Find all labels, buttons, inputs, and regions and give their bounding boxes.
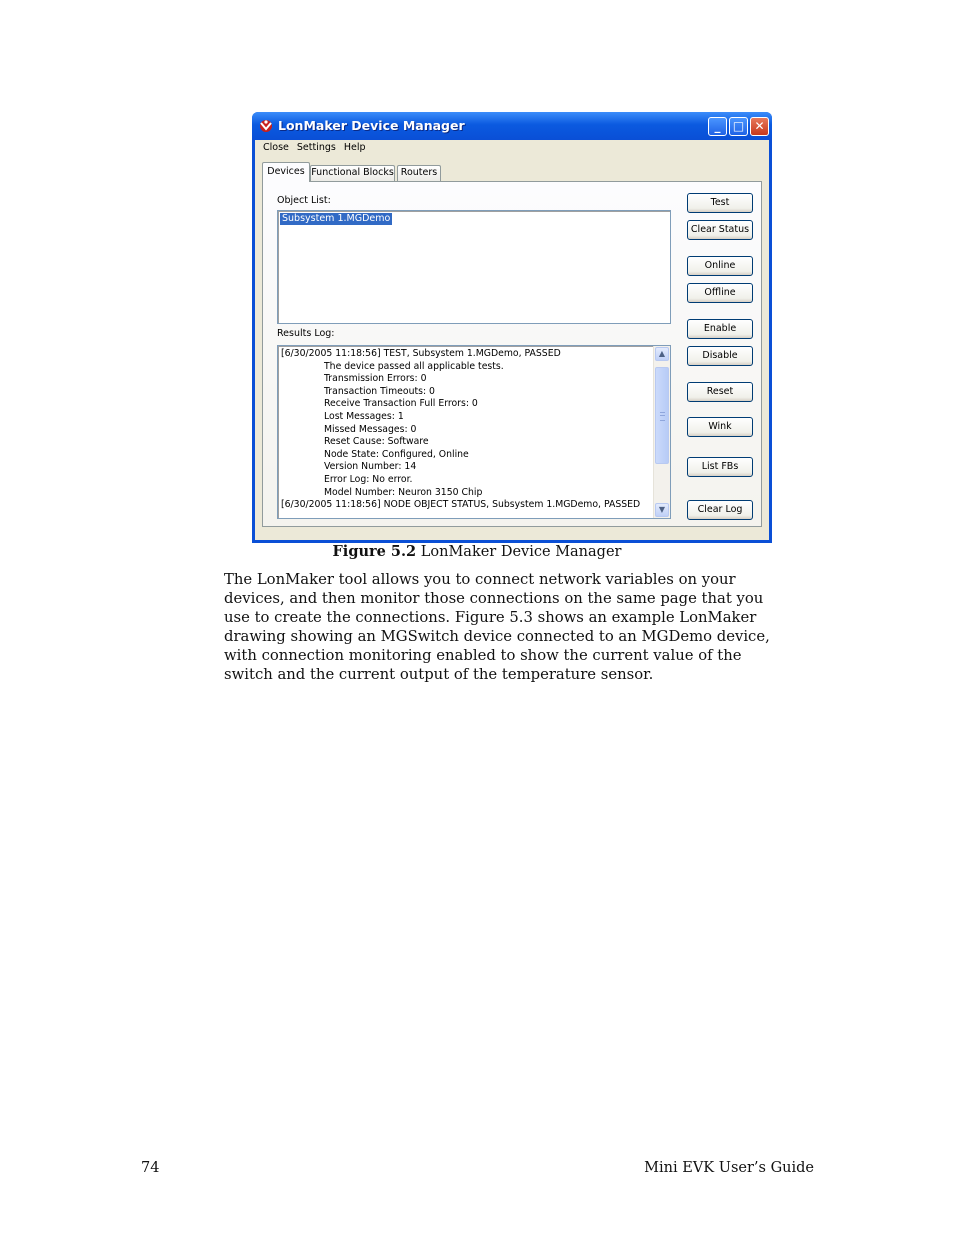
scroll-thumb[interactable] — [655, 367, 669, 464]
object-list-label: Object List: — [277, 195, 331, 206]
log-line: Reset Cause: Software — [324, 436, 429, 448]
log-line: Transmission Errors: 0 — [324, 373, 427, 385]
caption-text: LonMaker Device Manager — [416, 544, 622, 560]
object-list[interactable] — [277, 210, 671, 324]
maximize-icon[interactable]: □ — [729, 117, 748, 136]
list-fbs-button[interactable]: List FBs — [687, 457, 753, 477]
window-title: LonMaker Device Manager — [278, 118, 465, 133]
grip-icon — [660, 412, 665, 421]
window-client-area — [255, 140, 769, 540]
list-item[interactable]: Subsystem 1.MGDemo — [282, 213, 391, 224]
log-line: Version Number: 14 — [324, 461, 417, 473]
minimize-icon[interactable]: _ — [708, 117, 727, 136]
scroll-down-icon[interactable]: ▼ — [655, 503, 669, 517]
menu-close[interactable]: Close — [263, 142, 289, 153]
log-line: Transaction Timeouts: 0 — [324, 385, 435, 397]
clear-status-button[interactable]: Clear Status — [687, 220, 753, 240]
log-line: [6/30/2005 11:18:56] NODE OBJECT STATUS, Subsystem 1.MGDemo, PASSED — [281, 499, 641, 511]
log-line: Node State: Configured, Online — [324, 448, 469, 460]
device-manager-window — [252, 112, 772, 543]
log-line: Lost Messages: 1 — [324, 410, 404, 422]
tab-devices[interactable]: Devices — [262, 162, 310, 182]
tab-functional-blocks[interactable]: Functional Blocks — [310, 165, 395, 181]
offline-button[interactable]: Offline — [687, 283, 753, 303]
results-log-label: Results Log: — [277, 328, 335, 339]
footer-title: Mini EVK User’s Guide — [644, 1160, 814, 1176]
results-log[interactable] — [277, 345, 671, 519]
title-bar[interactable] — [252, 112, 772, 140]
test-button[interactable]: Test — [687, 193, 753, 213]
log-line: Missed Messages: 0 — [324, 423, 417, 435]
log-line: Model Number: Neuron 3150 Chip — [324, 486, 483, 498]
page-number: 74 — [141, 1160, 160, 1176]
clear-log-button[interactable]: Clear Log — [687, 500, 753, 520]
log-line: Error Log: No error. — [324, 473, 413, 485]
caption-number: Figure 5.2 — [332, 543, 417, 560]
scroll-up-icon[interactable]: ▲ — [655, 347, 669, 361]
menu-bar — [255, 140, 769, 157]
devices-tab-panel — [262, 181, 762, 527]
tab-routers[interactable]: Routers — [397, 165, 441, 181]
wink-button[interactable]: Wink — [687, 417, 753, 437]
enable-button[interactable]: Enable — [687, 319, 753, 339]
log-lines — [281, 348, 653, 512]
disable-button[interactable]: Disable — [687, 346, 753, 366]
close-icon[interactable]: ✕ — [750, 117, 769, 136]
log-line: Receive Transaction Full Errors: 0 — [324, 398, 478, 410]
body-paragraph: The LonMaker tool allows you to connect network variables on your devices, and then monitor those connections on the same page that you use to create the connections. Figure 5.3 shows an example LonMaker drawing showing an MGSwitch device connected to an MGDemo device, with connection monitoring enabled to show the current value of the switch and the current output of the temperature sensor. — [224, 571, 770, 683]
log-scrollbar[interactable] — [653, 346, 670, 518]
lonmaker-app-icon — [258, 118, 274, 134]
figure-caption — [252, 543, 702, 560]
reset-button[interactable]: Reset — [687, 382, 753, 402]
online-button[interactable]: Online — [687, 256, 753, 276]
menu-settings[interactable]: Settings — [296, 142, 336, 153]
menu-help[interactable]: Help — [343, 142, 366, 153]
log-line: [6/30/2005 11:18:56] TEST, Subsystem 1.MGDemo, PASSED — [281, 348, 561, 359]
log-line: The device passed all applicable tests. — [324, 360, 504, 372]
